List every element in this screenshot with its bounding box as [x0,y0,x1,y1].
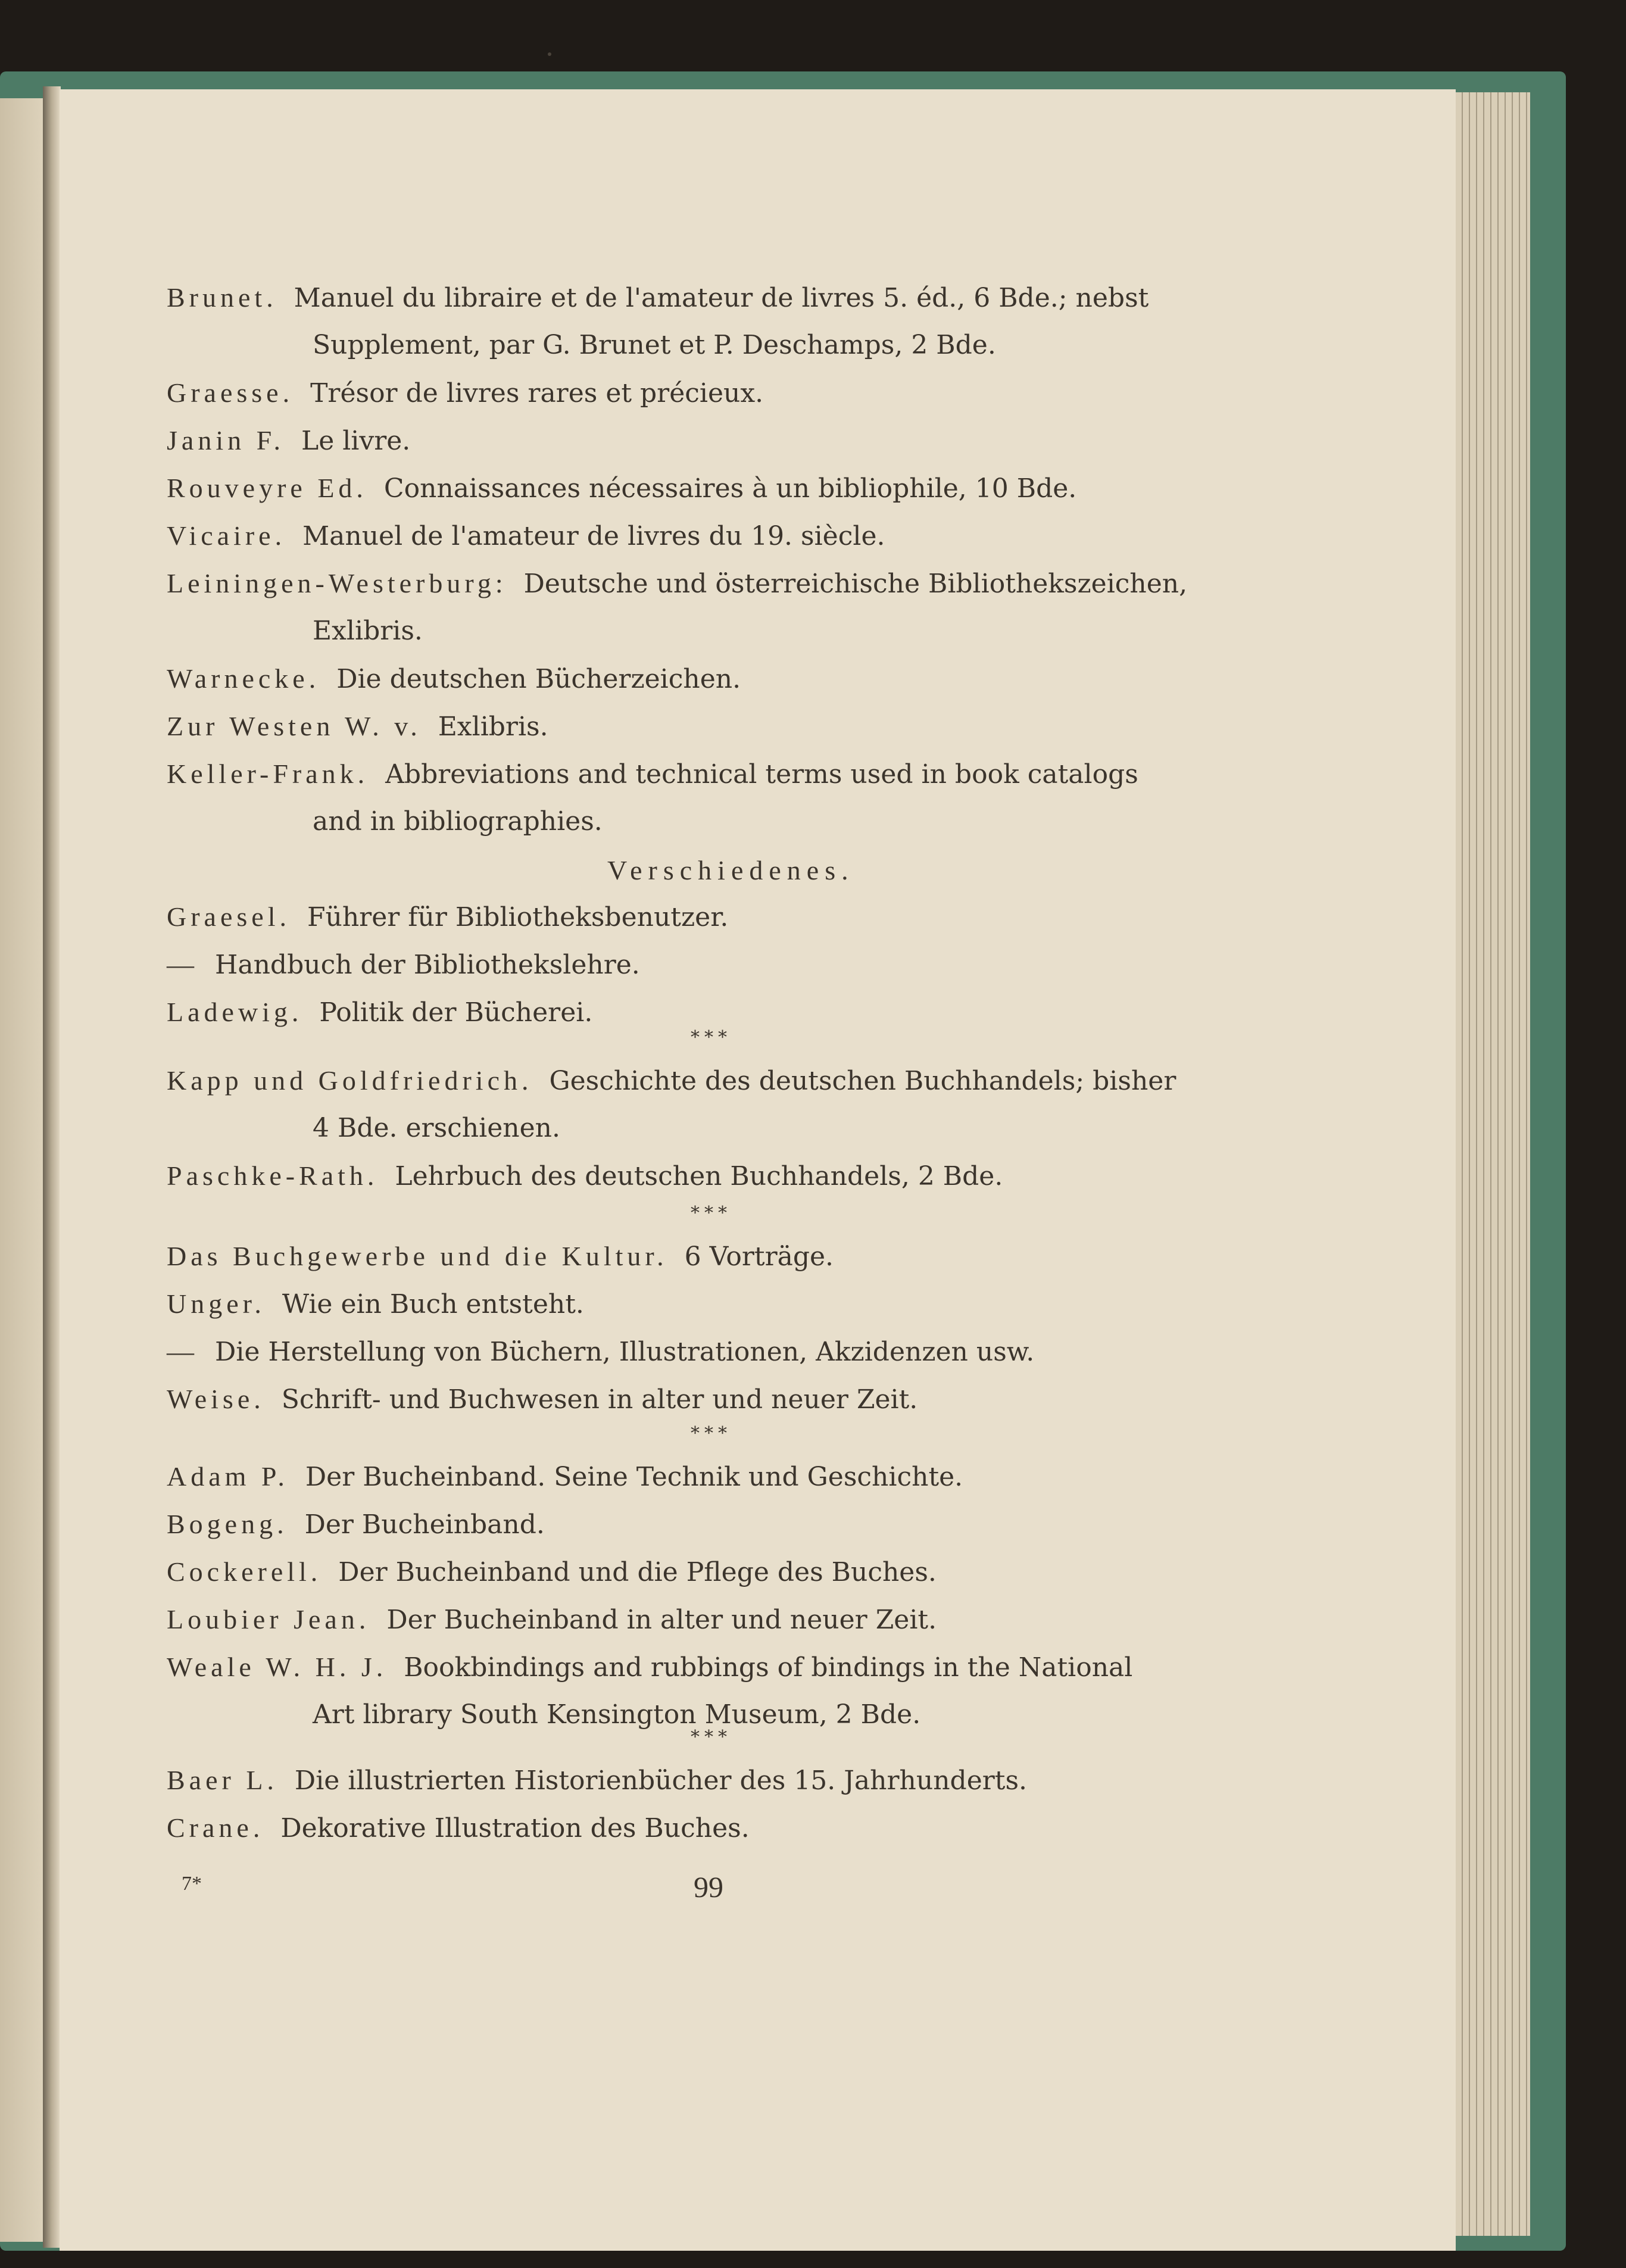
reference-binding-title: Der Bucheinband. Seine Technik und Geschichte. [288,1462,963,1492]
reference-misc-author: — [167,949,198,979]
reference-title: Deutsche und österreichische Bibliothekszeichen, [507,569,1188,599]
reference-misc-title: Handbuch der Bibliothekslehre. [198,950,640,980]
ink-speck [548,52,551,56]
reference-illustration-title: Die illustrierten Historienbücher des 15. Jahrhunderts. [277,1765,1028,1796]
reference-trade-author: Kapp und Goldfriedrich. [167,1065,533,1096]
page-edges [1456,92,1530,2236]
reference-production-entry [167,1238,834,1275]
reference-production-title: Die Herstellung von Büchern, Illustrationen, Akzidenzen usw. [198,1337,1035,1367]
reference-misc-entry [167,899,728,935]
reference-author: Brunet. [167,282,277,313]
reference-illustration-entry [167,1810,750,1846]
reference-author: Zur Westen W. v. [167,711,422,741]
page-number: 99 [694,1870,723,1904]
reference-trade-entry [167,1158,1003,1194]
section-heading: Verschiedenes. [607,855,854,885]
reference-production-entry [167,1334,1034,1370]
reference-author: Leiningen-Westerburg: [167,568,507,598]
reference-title: Exlibris. [421,712,548,742]
reference-title-continued: Supplement, par G. Brunet et P. Deschamps, 2 Bde. [313,330,996,360]
reference-trade-author: Paschke-Rath. [167,1160,379,1191]
reference-binding-title: Der Bucheinband in alter und neuer Zeit. [370,1605,937,1635]
reference-binding-author: Adam P. [167,1461,289,1492]
reference-binding-entry [167,1506,545,1543]
reference-illustration-entry [167,1762,1027,1799]
reference-title: Le livre. [285,426,411,456]
reference-binding-title: Der Bucheinband. [288,1509,545,1540]
reference-misc-entry [167,994,592,1031]
reference-entry-continued [313,804,603,840]
reference-author: Rouveyre Ed. [167,473,367,503]
reference-binding-author: Loubier Jean. [167,1604,370,1634]
reference-author: Vicaire. [167,520,286,551]
reference-illustration-author: Baer L. [167,1765,278,1795]
reference-misc-title: Führer für Bibliotheksbenutzer. [290,902,729,932]
reference-title: Die deutschen Bücherzeichen. [320,664,741,694]
reference-author: Janin F. [167,425,285,456]
reference-trade-title: Geschichte des deutschen Buchhandels; bisher [532,1066,1176,1096]
reference-title-continued: Exlibris. [313,616,423,646]
reference-title: Manuel du libraire et de l'amateur de livres 5. éd., 6 Bde.; nebst [277,283,1149,313]
left-page-edge [0,98,43,2242]
reference-title-continued: and in bibliographies. [313,806,603,837]
reference-binding-title: Bookbindings and rubbings of bindings in the National [387,1652,1133,1683]
reference-entry [167,661,741,697]
reference-trade-title: Lehrbuch des deutschen Buchhandels, 2 Bde. [378,1161,1003,1191]
book-gutter [43,86,61,2248]
reference-production-title: Wie ein Buch entsteht. [265,1289,584,1319]
reference-title: Manuel de l'amateur de livres du 19. siècle. [286,521,885,551]
reference-misc-entry [167,947,640,983]
reference-entry [167,518,885,554]
reference-entry [167,470,1076,507]
separator-2: *** [691,1203,732,1224]
separator-4: *** [691,1727,732,1748]
reference-binding-entry [167,1602,937,1638]
reference-illustration-author: Crane. [167,1812,264,1843]
reference-author: Graesse. [167,378,294,408]
reference-trade-entry [167,1063,1176,1099]
reference-entry [167,280,1149,316]
reference-trade-entry-continued [313,1110,560,1146]
reference-binding-title-continued: Art library South Kensington Museum, 2 Bde. [313,1699,921,1730]
reference-binding-entry [167,1554,937,1590]
reference-production-author: Weise. [167,1384,265,1414]
reference-binding-author: Weale W. H. J. [167,1652,388,1682]
reference-misc-author: Ladewig. [167,997,303,1027]
reference-entry [167,423,410,459]
reference-production-entry [167,1381,917,1418]
reference-title: Abbreviations and technical terms used in book catalogs [369,759,1138,790]
reference-binding-entry-continued [313,1697,920,1733]
reference-entry [167,375,763,411]
reference-binding-author: Cockerell. [167,1556,322,1587]
reference-misc-title: Politik der Bücherei. [302,997,593,1028]
reference-entry [167,756,1138,793]
reference-production-author: Unger. [167,1289,266,1319]
reference-title: Trésor de livres rares et précieux. [294,378,764,408]
reference-production-author: Das Buchgewerbe und die Kultur. [167,1241,668,1271]
reference-binding-entry [167,1459,963,1495]
reference-illustration-title: Dekorative Illustration des Buches. [264,1813,750,1843]
reference-entry-continued [313,327,996,363]
reference-production-entry [167,1286,584,1322]
reference-production-author: — [167,1336,198,1367]
reference-binding-title: Der Bucheinband und die Pflege des Buches. [322,1557,937,1587]
reference-entry [167,566,1187,602]
reference-author: Warnecke. [167,663,320,694]
reference-binding-author: Bogeng. [167,1509,288,1539]
reference-trade-title-continued: 4 Bde. erschienen. [313,1113,560,1143]
reference-misc-author: Graesel. [167,901,291,932]
reference-entry-continued [313,613,423,649]
reference-entry [167,709,548,745]
reference-title: Connaissances nécessaires à un bibliophile, 10 Bde. [367,473,1077,504]
separator-3: *** [691,1423,732,1444]
reference-production-title: Schrift- und Buchwesen in alter und neuer Zeit. [264,1384,918,1415]
reference-binding-entry [167,1649,1132,1686]
reference-production-title: 6 Vorträge. [667,1241,834,1272]
separator-1: *** [691,1027,732,1048]
reference-author: Keller-Frank. [167,759,369,789]
signature-mark: 7* [182,1873,202,1895]
